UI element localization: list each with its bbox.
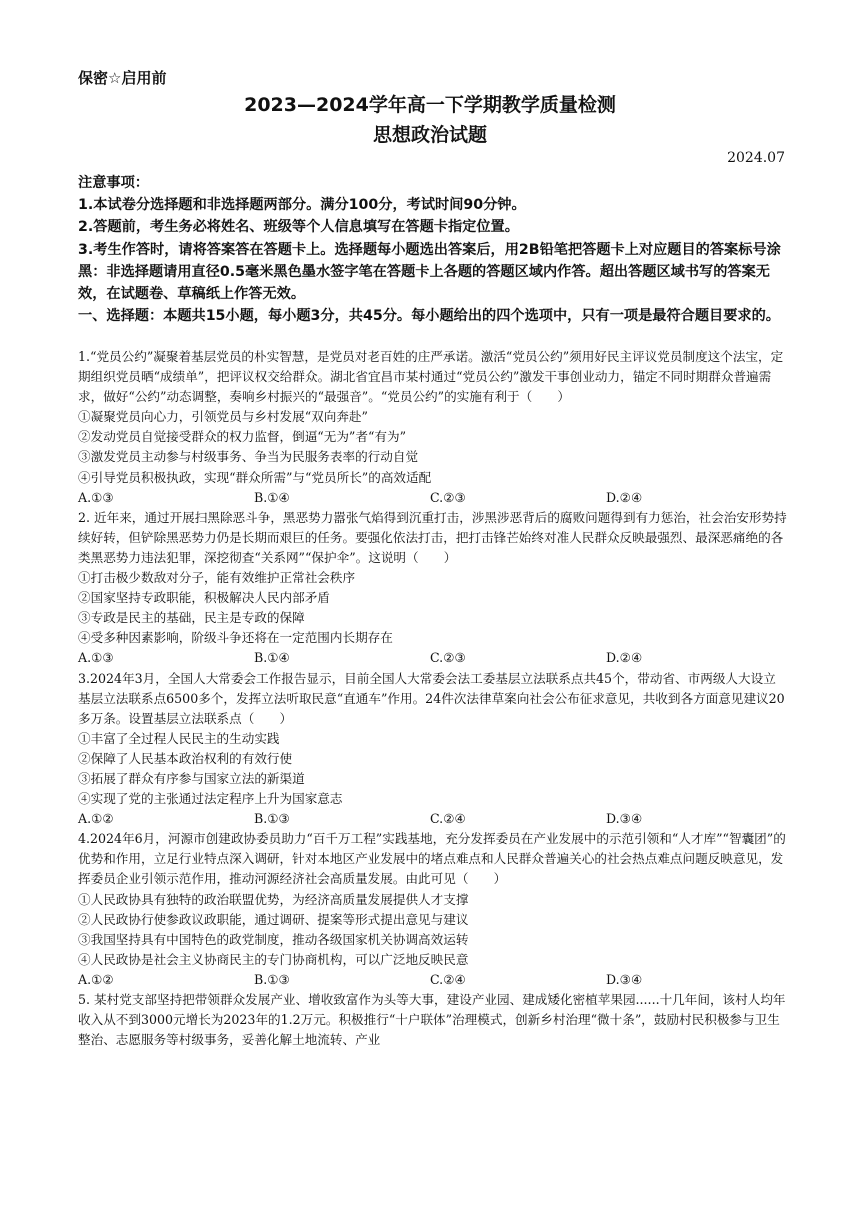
statement-option: ②国家坚持专政职能，积极解决人民内部矛盾 — [78, 590, 330, 606]
statement-option: ④受多种因素影响，阶级斗争还将在一定范围内长期存在 — [78, 630, 393, 646]
choice-a: A.①③ — [78, 489, 114, 505]
exam-title: 2023—2024学年高一下学期教学质量检测 — [244, 94, 616, 116]
statement-option: ①凝聚党员向心力，引领党员与乡村发展“双向奔赴” — [78, 409, 368, 425]
statement-option: ①人民政协具有独特的政治联盟优势，为经济高质量发展提供人才支撑 — [78, 891, 469, 907]
question-stem: 5. 某村党支部坚持把带领群众发展产业、增收致富作为头等大事，建设产业园、建成矮化密植苹果园......十几年间，该村人均年收入从不到3000元增长为2023年的1.2万元。积极推行“十户联体”治理模式，创新乡村治理“微十条”，鼓励村民积极参与卫生整治、志愿服务等村级事务，妥善化解土地流转、产业 — [78, 992, 786, 1048]
question-1 — [78, 347, 788, 508]
exam-subtitle: 思想政治试题 — [372, 124, 487, 146]
choice-b: B.①③ — [254, 971, 290, 987]
question-4 — [78, 829, 788, 990]
answer-choices — [78, 488, 788, 508]
notes-heading: 注意事项： — [78, 175, 149, 191]
choice-d: D.②④ — [606, 650, 643, 666]
statement-option: ③专政是民主的基础，民主是专政的保障 — [78, 610, 305, 626]
question-5 — [78, 990, 788, 1050]
statement-option: ②发动党员自觉接受群众的权力监督，倒逼“无为”者“有为” — [78, 429, 407, 445]
choice-c: C.②③ — [430, 650, 466, 666]
choice-c: C.②④ — [430, 971, 466, 987]
choice-d: D.②④ — [606, 489, 643, 505]
choice-a: A.①② — [78, 971, 114, 987]
statement-option: ②保障了人民基本政治权利的有效行使 — [78, 750, 293, 766]
choice-d: D.③④ — [606, 971, 643, 987]
confidential-mark: 保密☆启用前 — [78, 69, 167, 87]
note-item: 2.答题前，考生务必将姓名、班级等个人信息填写在答题卡指定位置。 — [78, 219, 519, 236]
answer-choices — [78, 970, 788, 990]
answer-choices — [78, 809, 788, 829]
statement-option: ④实现了党的主张通过法定程序上升为国家意志 — [78, 791, 343, 807]
question-stem: 2. 近年来，通过开展扫黑除恶斗争，黑恶势力嚣张气焰得到沉重打击，涉黑涉恶背后的腐败问题得到有力惩治，社会治安形势持续好转，但铲除黑恶势力仍是长期而艰巨的任务。要强化依法打击，把打击锋芒始终对准人民群众反映最强烈、最深恶痛绝的各类黑恶势力违法犯罪，深挖彻查“关系网”“保护伞”。这说明（ ） — [78, 509, 787, 565]
statement-option: ③我国坚持具有中国特色的政党制度，推动各级国家机关协调高效运转 — [78, 931, 469, 947]
statement-option: ③激发党员主动参与村级事务、争当为民服务表率的行动自觉 — [78, 449, 419, 465]
choice-b: B.①④ — [254, 650, 290, 666]
choice-d: D.③④ — [606, 811, 643, 827]
note-item: 1.本试卷分选择题和非选择题两部分。满分100分，考试时间90分钟。 — [78, 197, 526, 214]
choice-a: A.①② — [78, 811, 114, 827]
question-stem: 3.2024年3月，全国人大常委会工作报告显示，目前全国人大常委会法工委基层立法联系点共45个，带动省、市两级人大设立基层立法联系点6500多个，发挥立法听取民意“直通车”作用。24件次法律草案向社会公布征求意见，共收到各方面意见建议20多万条。设置基层立法联系点（ ） — [78, 670, 785, 726]
answer-choices — [78, 648, 788, 668]
exam-date: 2024.07 — [727, 150, 785, 166]
question-stem: 1.“党员公约”凝聚着基层党员的朴实智慧，是党员对老百姓的庄严承诺。激活“党员公约”须用好民主评议党员制度这个法宝，定期组织党员晒“成绩单”，把评议权交给群众。湖北省宜昌市某村通过“党员公约”激发干事创业动力，锚定不同时期群众普遍需求，做好“公约”动态调整，奏响乡村振兴的“最强音”。“党员公约”的实施有利于（ ） — [78, 349, 784, 405]
section-instructions: 一、选择题：本题共15小题，每小题3分，共45分。每小题给出的四个选项中，只有一项是最符合题目要求的。 — [78, 308, 780, 325]
statement-option: ④人民政协是社会主义协商民主的专门协商机构，可以广泛地反映民意 — [78, 951, 469, 967]
statement-option: ②人民政协行使参政议政职能，通过调研、提案等形式提出意见与建议 — [78, 911, 469, 927]
question-2 — [78, 508, 788, 669]
choice-b: B.①④ — [254, 489, 290, 505]
choice-c: C.②③ — [430, 489, 466, 505]
statement-option: ④引导党员积极执政，实现“群众所需”与“党员所长”的高效适配 — [78, 469, 432, 485]
statement-option: ①丰富了全过程人民民主的生动实践 — [78, 730, 280, 746]
choice-c: C.②④ — [430, 811, 466, 827]
note-item: 3.考生作答时，请将答案答在答题卡上。选择题每小题选出答案后，用2B铅笔把答题卡上对应题目的答案标号涂黑：非选择题请用直径0.5毫米黑色墨水签字笔在答题卡上各题的答题区域内作答。超出答题区域书写的答案无效，在试题卷、草稿纸上作答无效。 — [78, 241, 781, 303]
choice-b: B.①③ — [254, 811, 290, 827]
question-3 — [78, 669, 788, 830]
statement-option: ①打击极少数敌对分子，能有效维护正常社会秩序 — [78, 570, 356, 586]
questions-list — [78, 347, 788, 1050]
question-stem: 4.2024年6月，河源市创建政协委员助力“百千万工程”实践基地，充分发挥委员在产业发展中的示范引领和“人才库”“智囊团”的优势和作用，立足行业特点深入调研，针对本地区产业发展中的堵点难点和人民群众普遍关心的社会热点难点问题反映意见，发挥委员企业引领示范作用，推动河源经济社会高质量发展。由此可见（ ） — [78, 831, 786, 887]
notes-section — [78, 172, 788, 327]
statement-option: ③拓展了群众有序参与国家立法的新渠道 — [78, 770, 305, 786]
choice-a: A.①③ — [78, 650, 114, 666]
